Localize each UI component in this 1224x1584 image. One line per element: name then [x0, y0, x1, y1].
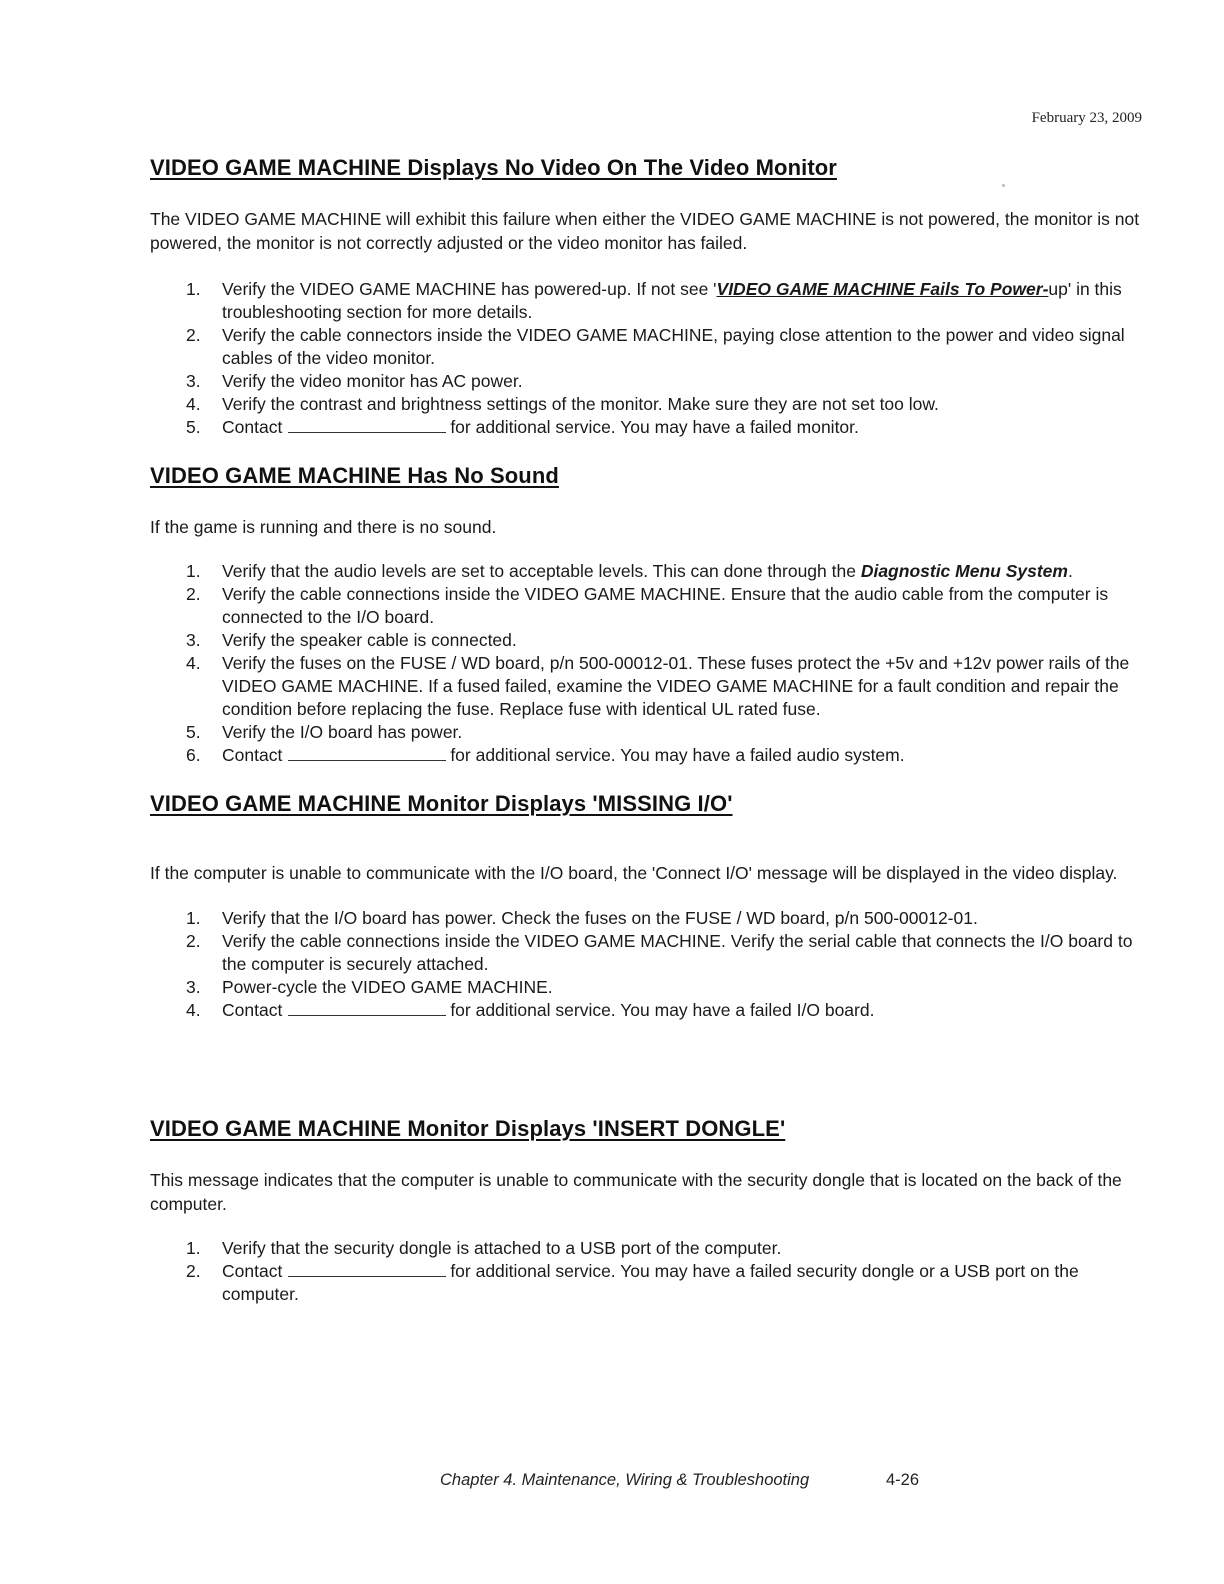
item-number: 5. — [186, 722, 201, 742]
item-text: Verify the VIDEO GAME MACHINE has powered-up. If not see ' — [222, 279, 717, 299]
list-item — [150, 416, 1145, 439]
section-intro: The VIDEO GAME MACHINE will exhibit this failure when either the VIDEO GAME MACHINE is not powered, the monitor is not powered, the monitor is not correctly adjusted or the video monitor has failed. — [150, 209, 1140, 253]
item-text: for additional service. You may have a failed I/O board. — [450, 1000, 875, 1020]
item-text: Contact — [222, 1000, 283, 1020]
item-text: for additional service. You may have a failed monitor. — [450, 417, 859, 437]
section-title: VIDEO GAME MACHINE Displays No Video On The Video Monitor — [150, 155, 837, 180]
item-number: 6. — [186, 745, 201, 765]
list-item — [150, 652, 1145, 721]
item-number: 4. — [186, 1000, 201, 1020]
item-text: Verify the contrast and brightness settings of the monitor. Make sure they are not set too low. — [222, 394, 939, 414]
item-text: Verify the fuses on the FUSE / WD board, p/n 500-00012-01. These fuses protect the +5v and +12v power rails of the VIDEO GAME MACHINE. If a fused failed, examine the VIDEO GAME MACHINE for a fault condition and repair the condition before replacing the fuse. Replace fuse with identical UL rated fuse. — [222, 653, 1130, 719]
list-item — [150, 976, 1145, 999]
contact-blank — [288, 746, 446, 761]
item-text: Contact — [222, 417, 283, 437]
section-intro: If the game is running and there is no sound. — [150, 517, 497, 537]
item-number: 5. — [186, 417, 201, 437]
item-text: . — [1067, 561, 1073, 581]
item-text: Verify the speaker cable is connected. — [222, 630, 517, 650]
list-item — [150, 278, 1145, 324]
section-intro: This message indicates that the computer is unable to communicate with the security dongle that is located on the back of the computer. — [150, 1170, 1122, 1214]
steps-list — [150, 560, 1145, 767]
item-number: 3. — [186, 371, 201, 391]
item-text: Verify that the security dongle is attached to a USB port of the computer. — [222, 1238, 782, 1258]
item-text: Verify that the I/O board has power. Check the fuses on the FUSE / WD board, p/n 500-00012-01. — [222, 908, 978, 928]
item-number: 1. — [186, 1238, 201, 1258]
list-item — [150, 1260, 1145, 1306]
list-item — [150, 629, 1145, 652]
section-title: VIDEO GAME MACHINE Has No Sound — [150, 463, 559, 488]
section-intro: If the computer is unable to communicate with the I/O board, the 'Connect I/O' message will be displayed in the video display. — [150, 863, 1118, 883]
steps-list — [150, 907, 1145, 1022]
page-number: 4-26 — [886, 1471, 920, 1489]
item-text: Contact — [222, 1261, 283, 1281]
section-no-sound — [150, 463, 1145, 767]
item-number: 4. — [186, 394, 201, 414]
contact-blank — [288, 1262, 446, 1277]
item-text: Verify the cable connections inside the VIDEO GAME MACHINE. Ensure that the audio cable from the computer is connected to the I/O board. — [222, 584, 1109, 627]
section-title: VIDEO GAME MACHINE Monitor Displays 'MISSING I/O' — [150, 791, 733, 816]
item-number: 4. — [186, 653, 201, 673]
item-number: 2. — [186, 325, 201, 345]
list-item — [150, 1237, 1145, 1260]
item-number: 2. — [186, 1261, 201, 1281]
document-body — [150, 155, 1145, 1306]
contact-blank — [288, 1001, 446, 1016]
item-number: 2. — [186, 584, 201, 604]
item-number: 3. — [186, 977, 201, 997]
list-item — [150, 999, 1145, 1022]
list-item — [150, 721, 1145, 744]
list-item — [150, 907, 1145, 930]
steps-list — [150, 1237, 1145, 1306]
page-date: February 23, 2009 — [1031, 110, 1142, 126]
reference-link[interactable]: Diagnostic Menu System — [860, 561, 1068, 581]
item-text: up' in this troubleshooting section for more details. — [222, 279, 1122, 322]
steps-list — [150, 278, 1145, 439]
item-text: Power-cycle the VIDEO GAME MACHINE. — [222, 977, 553, 997]
item-number: 2. — [186, 931, 201, 951]
item-number: 1. — [186, 561, 201, 581]
item-text: for additional service. You may have a failed security dongle or a USB port on the computer. — [222, 1261, 1079, 1304]
list-item — [150, 370, 1145, 393]
list-item — [150, 930, 1145, 976]
list-item — [150, 560, 1145, 583]
list-item — [150, 324, 1145, 370]
section-insert-dongle — [150, 1116, 1145, 1306]
footer-chapter: Chapter 4. Maintenance, Wiring & Troubleshooting — [440, 1471, 810, 1489]
item-text: Verify the cable connectors inside the VIDEO GAME MACHINE, paying close attention to the power and video signal cables of the video monitor. — [222, 325, 1125, 368]
item-text: Verify the video monitor has AC power. — [222, 371, 523, 391]
section-no-video — [150, 155, 1145, 439]
section-title: VIDEO GAME MACHINE Monitor Displays 'INSERT DONGLE' — [150, 1116, 786, 1141]
list-item — [150, 393, 1145, 416]
item-text: Verify the I/O board has power. — [222, 722, 463, 742]
item-number: 1. — [186, 279, 201, 299]
item-text: for additional service. You may have a failed audio system. — [450, 745, 905, 765]
item-number: 1. — [186, 908, 201, 928]
item-number: 3. — [186, 630, 201, 650]
section-missing-io — [150, 791, 1145, 1022]
list-item — [150, 583, 1145, 629]
contact-blank — [288, 418, 446, 433]
item-text: Verify that the audio levels are set to acceptable levels. This can done through the — [222, 561, 861, 581]
item-text: Contact — [222, 745, 283, 765]
item-text: Verify the cable connections inside the VIDEO GAME MACHINE. Verify the serial cable that connects the I/O board to the computer is securely attached. — [222, 931, 1133, 974]
reference-link[interactable]: VIDEO GAME MACHINE Fails To Power- — [716, 279, 1049, 299]
list-item — [150, 744, 1145, 767]
